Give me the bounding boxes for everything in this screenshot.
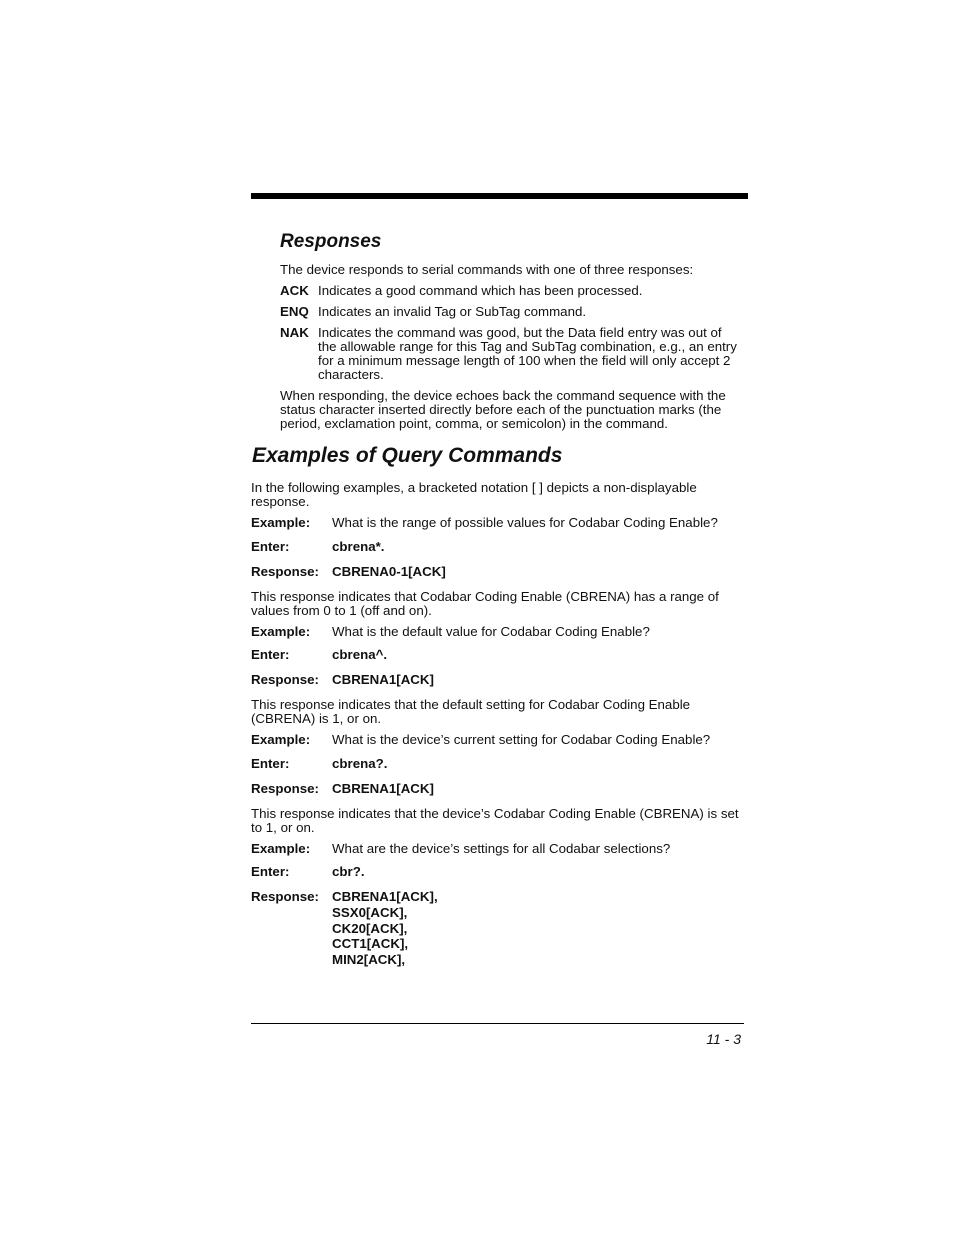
example-question: What is the device’s current setting for Codabar Coding Enable?: [332, 732, 711, 747]
responses-heading: Responses: [280, 231, 382, 252]
enter-command: cbr?.: [332, 864, 365, 879]
term-nak: NAK: [280, 325, 309, 340]
response-line: CK20[ACK],: [332, 920, 408, 936]
echo-note: When responding, the device echoes back the command sequence with the status character inserted directly before each of the punctuation marks (the period, exclamation point, comma, or semicolon) in the command.: [280, 388, 726, 431]
response-label: Response:: [251, 564, 319, 579]
enter-label: Enter:: [251, 539, 290, 554]
enter-label: Enter:: [251, 647, 290, 662]
term-ack: ACK: [280, 283, 309, 298]
response-lines: [332, 889, 438, 968]
example-explanation: This response indicates that the default setting for Codabar Coding Enable (CBRENA) is 1, or on.: [251, 697, 691, 726]
example-label: Example:: [251, 841, 311, 856]
desc-ack: Indicates a good command which has been processed.: [318, 283, 643, 298]
example-question: What are the device’s settings for all Codabar selections?: [332, 841, 671, 856]
example-label: Example:: [251, 732, 311, 747]
example-question: What is the range of possible values for Codabar Coding Enable?: [332, 515, 718, 530]
term-enq: ENQ: [280, 304, 309, 319]
response-value: CBRENA1[ACK]: [332, 672, 434, 687]
response-label: Response:: [251, 672, 319, 687]
enter-command: cbrena*.: [332, 539, 385, 554]
examples-intro: In the following examples, a bracketed notation [ ] depicts a non-displayable response.: [251, 480, 697, 509]
desc-enq: Indicates an invalid Tag or SubTag command.: [318, 304, 587, 319]
response-label: Response:: [251, 889, 319, 904]
top-rule: [251, 193, 748, 199]
response-value: CBRENA0-1[ACK]: [332, 564, 446, 579]
bottom-rule: [251, 1023, 744, 1024]
page-number: 11 - 3: [706, 1031, 741, 1047]
desc-nak: Indicates the command was good, but the Data field entry was out of the allowable range for this Tag and SubTag combination, e.g., an entry for a minimum message length of 100 when the field will only accept 2 characters.: [318, 325, 737, 382]
enter-label: Enter:: [251, 864, 290, 879]
responses-intro: The device responds to serial commands with one of three responses:: [280, 262, 694, 277]
response-line: MIN2[ACK],: [332, 952, 406, 968]
enter-command: cbrena^.: [332, 647, 388, 662]
response-line: CCT1[ACK],: [332, 936, 409, 952]
example-label: Example:: [251, 515, 311, 530]
enter-command: cbrena?.: [332, 756, 388, 771]
enter-label: Enter:: [251, 756, 290, 771]
example-explanation: This response indicates that the device’s Codabar Coding Enable (CBRENA) is set to 1, or on.: [251, 806, 739, 835]
response-line: SSX0[ACK],: [332, 904, 408, 920]
example-explanation: This response indicates that Codabar Coding Enable (CBRENA) has a range of values from 0 to 1 (off and on).: [251, 589, 719, 618]
response-label: Response:: [251, 781, 319, 796]
examples-heading: Examples of Query Commands: [252, 444, 563, 467]
example-question: What is the default value for Codabar Coding Enable?: [332, 624, 650, 639]
response-line: CBRENA1[ACK],: [332, 889, 438, 904]
example-label: Example:: [251, 624, 311, 639]
response-value: CBRENA1[ACK]: [332, 781, 434, 796]
